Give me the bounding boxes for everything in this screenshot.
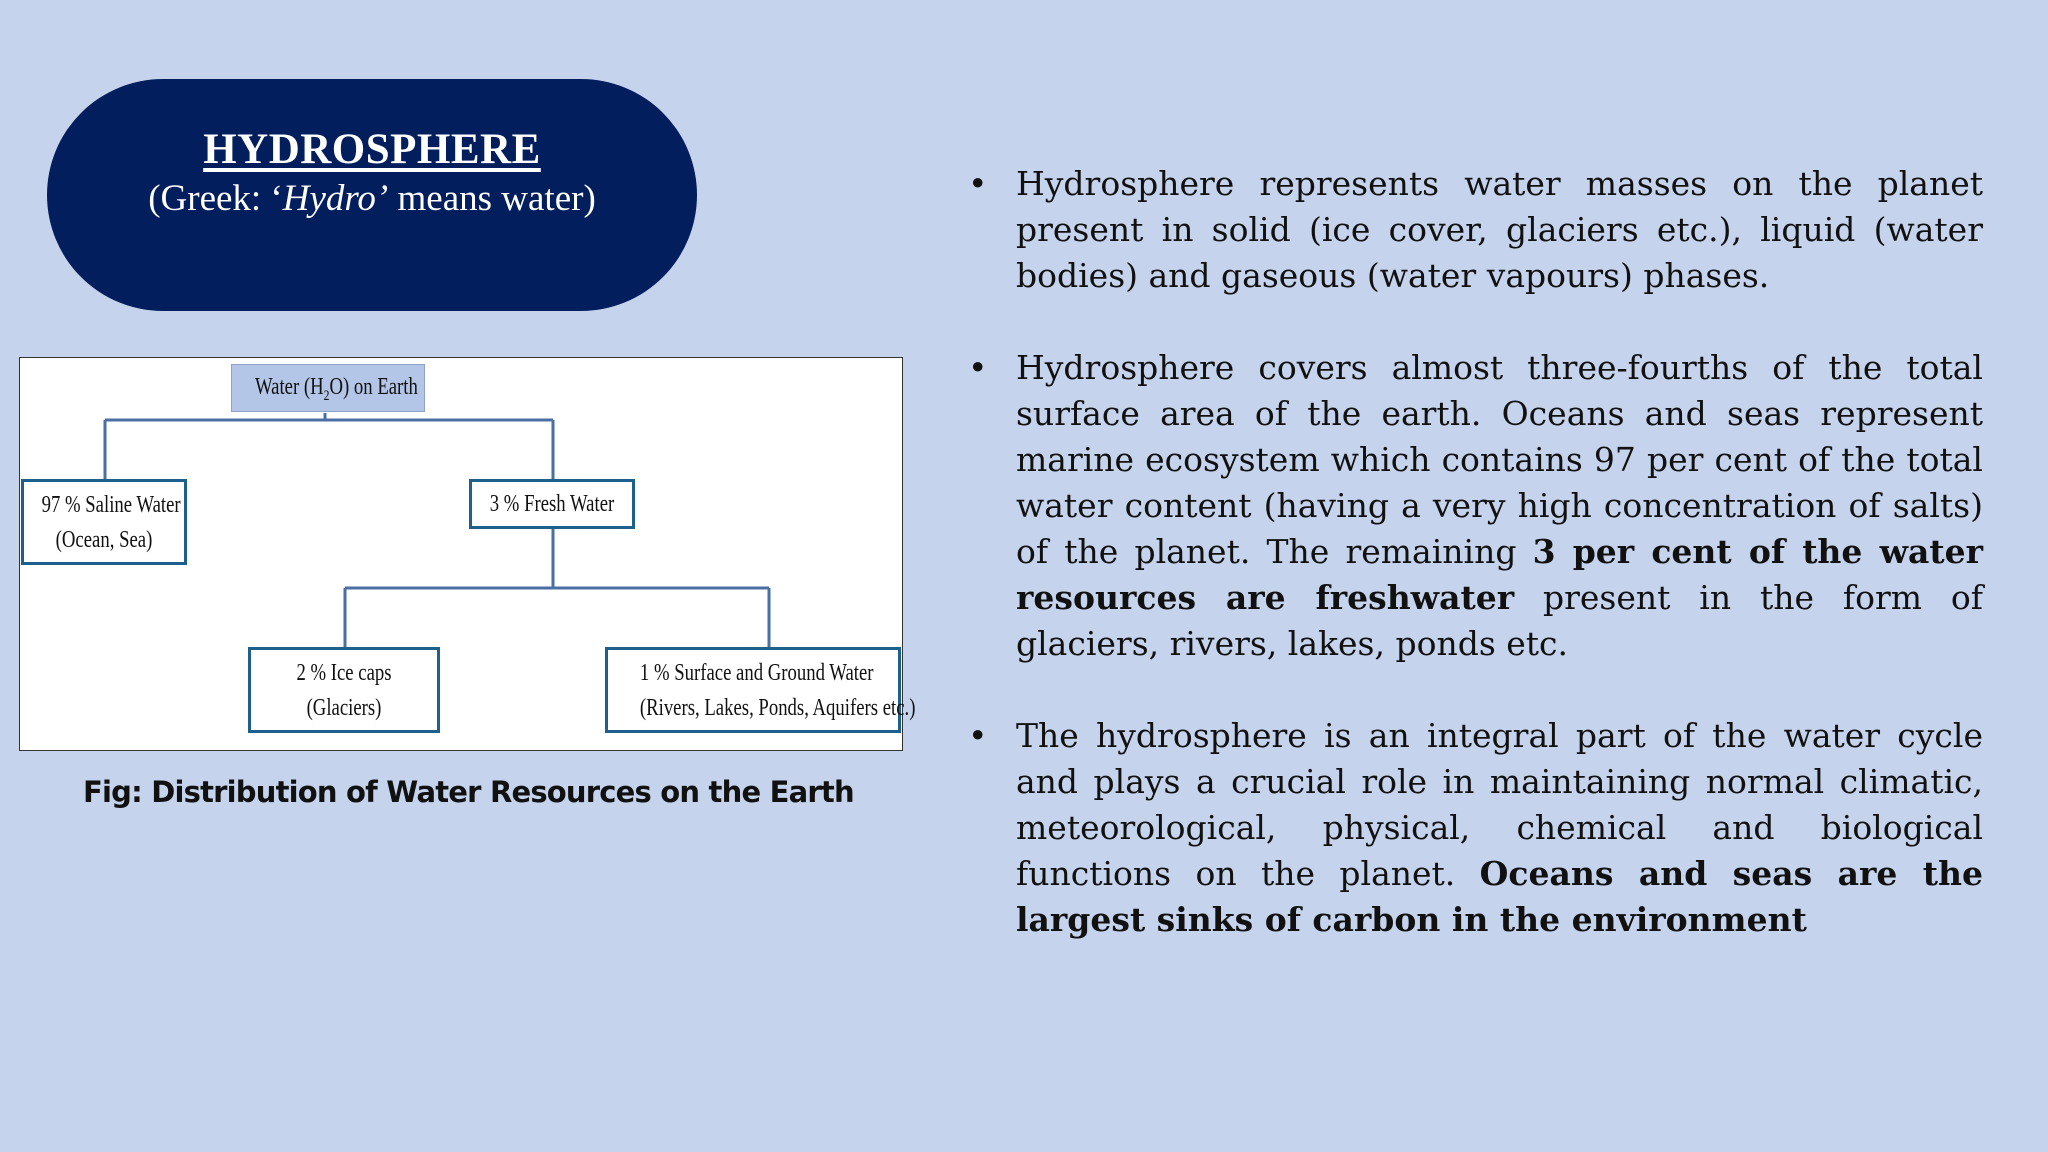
figure-caption: Fig: Distribution of Water Resources on the Earth	[83, 775, 854, 809]
diagram-node-ice-caps: 2 % Ice caps (Glaciers)	[248, 647, 440, 733]
page-title: HYDROSPHERE	[203, 126, 541, 173]
diagram-node-surface-ground-water: 1 % Surface and Ground Water (Rivers, Lakes, Ponds, Aquifers etc.)	[605, 647, 901, 733]
bullet-list	[968, 161, 1983, 989]
connector-level1	[105, 420, 553, 479]
water-distribution-diagram	[19, 357, 916, 751]
diagram-node-saline-water: 97 % Saline Water (Ocean, Sea)	[21, 479, 187, 565]
subtitle-prefix: (Greek: ‘	[148, 178, 283, 219]
subtitle-italic: Hydro’	[282, 178, 389, 219]
diagram-node-water-on-earth: Water $(H_2O)$ on Earth	[231, 364, 425, 412]
title-subtitle	[47, 177, 697, 220]
bullet-item: • Hydrosphere represents water masses on the planet present in solid (ice cover, glaciers etc.), liquid (water bodies) and gaseous (water vapours) phases.	[968, 161, 1983, 299]
subtitle-suffix: means water)	[388, 178, 596, 219]
diagram-node-fresh-water: 3 % Fresh Water	[469, 479, 635, 529]
bullet-item: • Hydrosphere covers almost three-fourths of the total surface area of the earth. Oceans and seas represent marine ecosystem which contains 97 per cent of the total water content (having a very high concentration of salts) of the planet. The remaining 3 per cent of the water resources are freshwater present in the form of glaciers, rivers, lakes, ponds etc.	[968, 345, 1983, 667]
connector-level2	[345, 588, 769, 647]
bullet-item: • The hydrosphere is an integral part of the water cycle and plays a crucial role in maintaining normal climatic, meteorological, physical, chemical and biological functions on the planet. Oceans and seas are the largest sinks of carbon in the environment	[968, 713, 1983, 943]
title-banner	[47, 79, 697, 311]
